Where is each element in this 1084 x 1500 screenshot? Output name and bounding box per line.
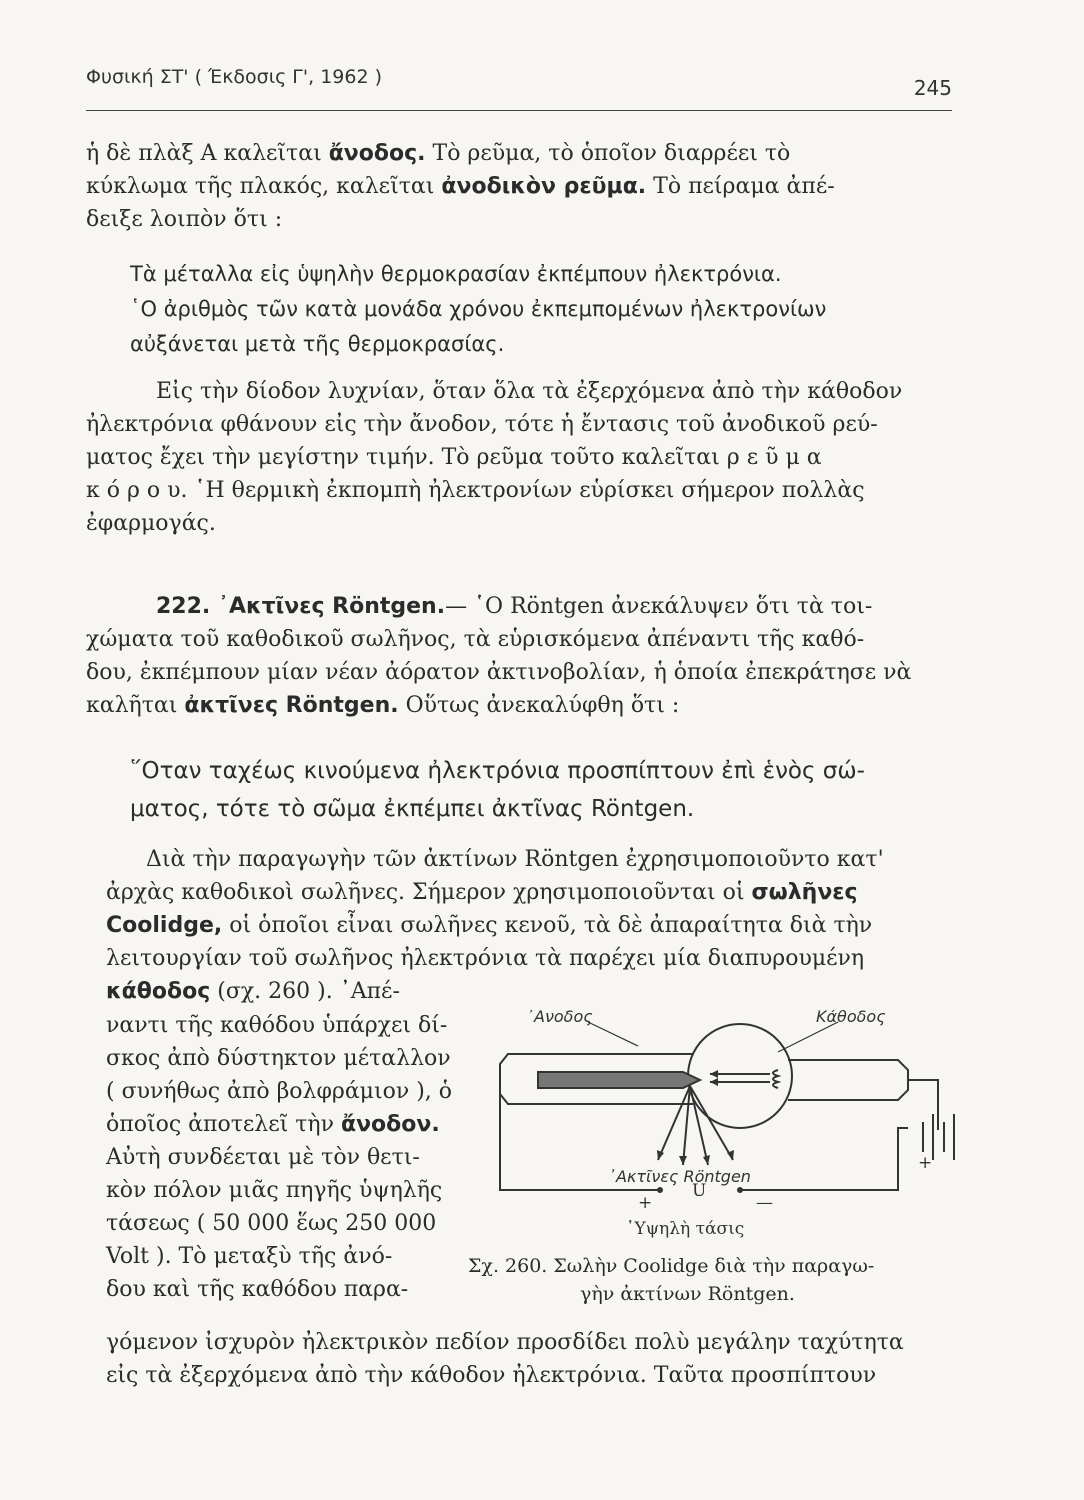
text-line: Διὰ τὴν παραγωγὴν τῶν ἀκτίνων Röntgen ἐχρησιμοποιοῦντο κατ' bbox=[146, 847, 884, 872]
text-line: Εἰς τὴν δίοδον λυχνίαν, ὅταν ὅλα τὰ ἐξερχόμενα ἀπὸ τὴν κάθοδον bbox=[156, 379, 903, 404]
label-high-voltage: ῾Υψηλὴ τάσις bbox=[626, 1219, 745, 1239]
text-line: ναντι τῆς καθόδου ὑπάρχει δί- bbox=[106, 1013, 448, 1038]
text-line: ματος ἔχει τὴν μεγίστην τιμήν. Τὸ ρεῦμα τοῦτο καλεῖται ρ ε ῦ μ α bbox=[86, 445, 822, 470]
paragraph-anode bbox=[86, 137, 954, 236]
text-line: αὐξάνεται μετὰ τῆς θερμοκρασίας. bbox=[130, 332, 505, 356]
text-line: δου καὶ τῆς καθόδου παρα- bbox=[106, 1277, 409, 1302]
text-line: ἐφαρμογάς. bbox=[86, 511, 216, 536]
text-line: ἠλεκτρόνια φθάνουν εἰς τὴν ἄνοδον, τότε ἡ ἔντασις τοῦ ἀνοδικοῦ ρεύ- bbox=[86, 412, 878, 437]
text-line: κὸν πόλον μιᾶς πηγῆς ὑψηλῆς bbox=[106, 1178, 443, 1203]
page-number: 245 bbox=[913, 76, 952, 100]
coolidge-tube-diagram bbox=[478, 1010, 958, 1250]
text-line: ἡ δὲ πλὰξ Α καλεῖται ἄνοδος. Τὸ ρεῦμα, τὸ ὁποῖον διαρρέει τὸ bbox=[86, 141, 791, 166]
anode-rod bbox=[538, 1072, 700, 1088]
paragraph-anode-description bbox=[106, 1009, 466, 1306]
section-heading: 222. ᾿Ακτῖνες Röntgen. bbox=[156, 594, 446, 619]
text-line: σκος ἀπὸ δύστηκτον μέταλλον bbox=[106, 1046, 451, 1071]
text-line: κύκλωμα τῆς πλακός, καλεῖται ἀνοδικὸν ρεῦμα. Τὸ πείραμα ἀπέ- bbox=[86, 174, 835, 199]
keyword-coolidge: Coolidge, bbox=[106, 913, 223, 938]
law-roentgen bbox=[130, 752, 960, 828]
label-cathode: Κάθοδος bbox=[816, 1010, 886, 1026]
text-line: 222. ᾿Ακτῖνες Röntgen.— ῾Ο Röntgen ἀνεκάλυψεν ὅτι τὰ τοι- bbox=[156, 594, 873, 619]
return-wire bbox=[740, 1128, 908, 1190]
text-line: Coolidge, οἱ ὁποῖοι εἶναι σωλῆνες κενοῦ, τὰ δὲ ἀπαραίτητα διὰ τὴν bbox=[106, 913, 873, 938]
text-line: καλῆται ἀκτῖνες Röntgen. Οὕτως ἀνεκαλύφθη ὅτι : bbox=[86, 693, 680, 718]
law-thermionic-emission bbox=[130, 257, 960, 362]
cathode-arm bbox=[788, 1060, 908, 1100]
text-line: ( συνήθως ἀπὸ βολφράμιον ), ὁ bbox=[106, 1079, 453, 1104]
text-line: κ ό ρ ο υ. ῾Η θερμικὴ ἐκπομπὴ ἠλεκτρονίων εὑρίσκει σήμερον πολλὰς bbox=[86, 478, 865, 503]
cathode-filament bbox=[773, 1070, 778, 1088]
page-header bbox=[86, 66, 952, 106]
battery-plus: + bbox=[918, 1153, 933, 1173]
caption-line: Σχ. 260. Σωλὴν Coolidge διὰ τὴν παραγω- bbox=[468, 1255, 875, 1277]
text-line: γόμενον ἰσχυρὸν ἠλεκτρικὸν πεδίον προσδίδει πολὺ μεγάλην ταχύτητα bbox=[106, 1330, 904, 1355]
keyword-cathode: κάθοδος bbox=[106, 979, 211, 1004]
label-voltage-u: U bbox=[692, 1181, 707, 1201]
keyword-anode-2: ἄνοδον. bbox=[340, 1112, 440, 1137]
text-line: χώματα τοῦ καθοδικοῦ σωλῆνος, τὰ εὑρισκόμενα ἀπέναντι τῆς καθό- bbox=[86, 627, 865, 652]
running-head: Φυσική ΣΤ' ( Έκδοσις Γ', 1962 ) bbox=[86, 66, 383, 88]
text-line: κάθοδος (σχ. 260 ). ᾿Απέ- bbox=[106, 979, 400, 1004]
keyword-anode: ἄνοδος. bbox=[328, 141, 426, 166]
text-line: εἰς τὰ ἐξερχόμενα ἀπὸ τὴν κάθοδον ἠλεκτρόνια. Ταῦτα προσπίπτουν bbox=[106, 1363, 877, 1388]
text-line: δειξε λοιπὸν ὅτι : bbox=[86, 207, 283, 232]
text-line: δου, ἐκπέμπουν μίαν νέαν ἀόρατον ἀκτινοβολίαν, ἡ ὁποία ἐπεκράτησε νὰ bbox=[86, 660, 912, 685]
text-line: Volt ). Τὸ μεταξὺ τῆς ἀνό- bbox=[106, 1244, 393, 1269]
label-roentgen-rays: ᾿Ακτῖνες Röntgen bbox=[608, 1167, 751, 1186]
text-line: ῾Ο ἀριθμὸς τῶν κατὰ μονάδα χρόνου ἐκπεμπομένων ἠλεκτρονίων bbox=[130, 297, 827, 321]
keyword-roentgen-rays: ἀκτῖνες Röntgen. bbox=[184, 693, 399, 718]
text-line: ὁποῖος ἀποτελεῖ τὴν ἄνοδον. bbox=[106, 1112, 440, 1137]
text-line: ἀρχὰς καθοδικοὶ σωλῆνες. Σήμερον χρησιμοποιοῦνται οἱ σωλῆνες bbox=[106, 880, 858, 905]
text-line: Τὰ μέταλλα εἰς ὑψηλὴν θερμοκρασίαν ἐκπέμπουν ἠλεκτρόνια. bbox=[130, 262, 782, 286]
text-line: τάσεως ( 50 000 ἕως 250 000 bbox=[106, 1211, 437, 1236]
caption-line: γὴν ἀκτίνων Röntgen. bbox=[580, 1283, 795, 1305]
label-minus: — bbox=[756, 1193, 773, 1213]
keyword-anode-current: ἀνοδικὸν ρεῦμα. bbox=[441, 174, 647, 199]
label-plus: + bbox=[638, 1193, 653, 1213]
text-line: ματος, τότε τὸ σῶμα ἐκπέμπει ἀκτῖνας Röntgen. bbox=[130, 796, 695, 822]
paragraph-coolidge bbox=[106, 843, 956, 1008]
paragraph-continuation bbox=[106, 1326, 956, 1392]
figure-caption bbox=[468, 1252, 968, 1308]
text-line: ῞Οταν ταχέως κινούμενα ἠλεκτρόνια προσπίπτουν ἐπὶ ἑνὸς σώ- bbox=[130, 758, 865, 784]
keyword-tubes: σωλῆνες bbox=[751, 880, 858, 905]
header-rule bbox=[86, 110, 952, 111]
label-anode: ᾿Ανοδος bbox=[526, 1010, 593, 1026]
text-line: Αὐτὴ συνδέεται μὲ τὸν θετι- bbox=[106, 1145, 420, 1170]
section-roentgen-rays bbox=[86, 590, 954, 722]
paragraph-diode bbox=[86, 375, 954, 540]
text-line: λειτουργίαν τοῦ σωλῆνος ἠλεκτρόνια τὰ παρέχει μία διαπυρουμένη bbox=[106, 946, 865, 971]
